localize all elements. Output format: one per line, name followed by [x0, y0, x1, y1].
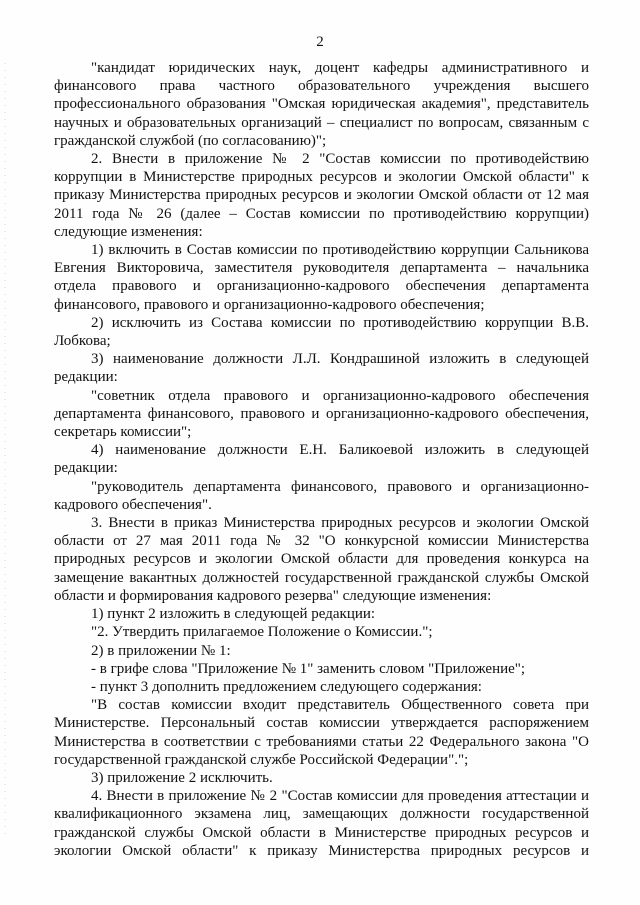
document-body: [54, 59, 589, 860]
paragraph-3-2-dash-2: - пункт 3 дополнить предложением следующего содержания:: [91, 678, 482, 695]
paragraph-2-3-quote: "советник отдела правового и организационно-кадрового обеспечения департамента финансового, правового и организационно-кадрового обеспечения, секретарь комиссии";: [54, 387, 589, 441]
paragraph-4-item-4: 4. Внести в приложение № 2 "Состав комиссии для проведения аттестации и квалификационного экзамена лиц, замещающих должности государственной гражданской службы Омской области в Министерстве природных ресурсов и экологии Омской области" к приказу Министерства природных ресурсов и: [54, 788, 589, 859]
paragraph-3-2-dash-1: - в грифе слова "Приложение № 1" заменить словом "Приложение";: [91, 660, 526, 677]
paragraph-3-3: 3) приложение 2 исключить.: [91, 769, 273, 786]
paragraph-2-4-quote: "руководитель департамента финансового, правового и организационно-кадрового обеспечения".: [54, 478, 589, 513]
paragraph-3-2-quote: "В состав комиссии входит представитель Общественного совета при Министерстве. Персональный состав комиссии утверждается распоряжением Министерства в соответствии с требованиями статьи 22 Федерального закона "О государственной гражданской службе Российской Федерации".";: [54, 697, 589, 768]
paragraph-3-1: 1) пункт 2 изложить в следующей редакции:: [91, 606, 376, 623]
paragraph-3-2: 2) в приложении № 1:: [91, 642, 231, 659]
paragraph-3-item-3: 3. Внести в приказ Министерства природных ресурсов и экологии Омской области от 27 мая 2011 года № 32 "О конкурсной комиссии Министерства природных ресурсов и экологии Омской области для проведения конкурса на замещение вакантных должностей государственной гражданской службы Омской области и формирования кадрового резерва" следующие изменения:: [54, 515, 589, 604]
paragraph-2-item-2: 2. Внести в приложение № 2 "Состав комиссии по противодействию коррупции в Министерстве природных ресурсов и экологии Омской области" к приказу Министерства природных ресурсов и экологии Омской области от 12 мая 2011 года № 26 (далее – Состав комиссии по противодействию коррупции) следующие изменения:: [54, 151, 589, 240]
paragraph-2-3-rename: 3) наименование должности Л.Л. Кондрашиной изложить в следующей редакции:: [54, 351, 589, 386]
paragraph-3-1-quote: "2. Утвердить прилагаемое Положение о Комиссии.";: [91, 624, 433, 641]
scan-artifact: [4, 60, 6, 840]
paragraph-1-quote-candidate: "кандидат юридических наук, доцент кафедры административного и финансового права частного образовательного учреждения высшего профессионального образования "Омская юридическая академия", представитель научных и образовательных организаций – специалист по вопросам, связанным с гражданской службой (по согласованию)";: [54, 60, 589, 149]
page-number: 2: [316, 34, 324, 50]
paragraph-2-2-exclude: 2) исключить из Состава комиссии по противодействию коррупции В.В. Лобкова;: [54, 314, 589, 350]
paragraph-2-4-rename: 4) наименование должности Е.Н. Баликоевой изложить в следующей редакции:: [54, 442, 589, 477]
paragraph-2-1-include: 1) включить в Состав комиссии по противодействию коррупции Сальникова Евгения Викторовича, заместителя руководителя департамента – начальника отдела правового и организационно-кадрового обеспечения департамента финансового, правового и организационно-кадрового обеспечения;: [54, 242, 589, 313]
